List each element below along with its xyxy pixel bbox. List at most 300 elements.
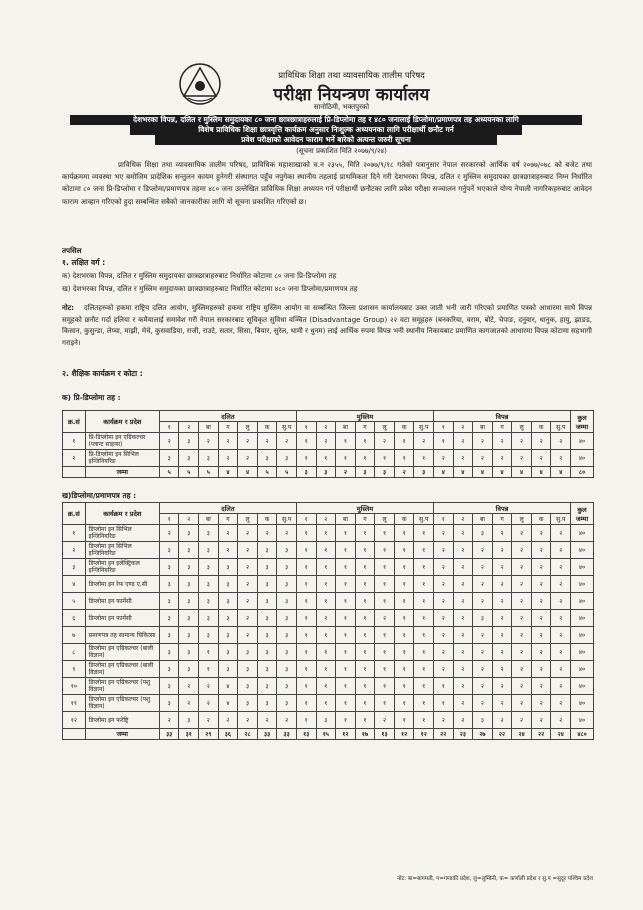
- cell-sn: ५: [63, 593, 86, 610]
- cell-quota: १: [414, 610, 434, 627]
- province-header: २: [453, 514, 473, 525]
- cell-total: ४०: [571, 593, 594, 610]
- cell-quota: १: [336, 695, 356, 712]
- cell-quota: १: [434, 695, 454, 712]
- cell-quota: ३: [159, 627, 179, 644]
- cell-quota: ३: [179, 610, 199, 627]
- cell-quota-total: ५: [257, 467, 277, 478]
- cell-quota-total: ५: [179, 467, 199, 478]
- cell-quota: २: [473, 678, 493, 695]
- cell-quota: २: [434, 542, 454, 559]
- cell-quota-total: २२: [531, 729, 551, 740]
- banner-line-3: प्रवेश परीक्षाको आवेदन फाराम भर्ने बारेको अत्यन्त जरुरी सूचना: [155, 135, 497, 145]
- cell-quota: २: [473, 433, 493, 450]
- cell-quota: १: [316, 542, 336, 559]
- cell-quota: २: [551, 525, 571, 542]
- cell-quota: ३: [179, 644, 199, 661]
- province-header: २: [179, 514, 199, 525]
- cell-quota: १: [394, 712, 414, 729]
- cell-quota: २: [316, 610, 336, 627]
- cell-quota: १: [414, 450, 434, 467]
- cell-quota: २: [531, 695, 551, 712]
- cell-quota: ३: [218, 661, 238, 678]
- cell-quota-total: २२: [492, 729, 512, 740]
- cell-quota: २: [551, 450, 571, 467]
- cell-quota: ३: [218, 627, 238, 644]
- cell-quota-total: ४: [531, 467, 551, 478]
- cell-quota: २: [453, 433, 473, 450]
- cell-quota: ३: [277, 559, 297, 576]
- cell-quota: १: [296, 627, 316, 644]
- cell-quota: २: [277, 433, 297, 450]
- cell-quota: २: [238, 576, 258, 593]
- cell-quota: २: [512, 610, 532, 627]
- cell-quota: २: [551, 433, 571, 450]
- cell-quota: २: [453, 525, 473, 542]
- cell-quota: २: [551, 678, 571, 695]
- cell-quota: २: [434, 712, 454, 729]
- note-text: दलितहरुको हकमा राष्ट्रिय दलित आयोग, मुस्लिमहरुको हकमा राष्ट्रिय मुस्लिम आयोग वा सम्बन्धित जिल्ला प्रशासन कार्यालयबाट उक्त जाती भनी जारी गरिएको प्रमाणित पत्रको आधारमा साथै विपन्न समूहको छनौट गर्दा हलिया र कमैयालाई समावेश गरी नेपाल सरकारबाट सूचिकृत सुविधा वञ्चित (Disadvantage Group) २२ वटा समूहहरु (बनकरिया, वराम, बोटे, चेपाङ, दनुवार, धानुक, हायु, झाङड, किसान, कुसुन्डा, लेप्चा, माझी, मेचे, कुसवाडिया, राजी, राउटे, सतार, सिसा, बियार, सुरेल, थामी र धुनम) लाई आर्थिक रुपमा विपन्न भनी स्थानीय निकायबाट प्रमाणित कागजातको आधारमा विपन्न कोटामा सहभागी गराइने।: [62, 304, 592, 347]
- cell-program: डिप्लोमा इन एग्रिकल्चर (बाली विज्ञान): [85, 644, 159, 661]
- cell-total: ४०: [571, 627, 594, 644]
- province-header: लु: [375, 422, 395, 433]
- cell-quota: २: [492, 661, 512, 678]
- cell-quota: २: [492, 450, 512, 467]
- cell-quota: १: [355, 576, 375, 593]
- cell-quota: १: [336, 593, 356, 610]
- banner-line-1: देशभरका विपन्न, दलित र मुस्लिम समुदायका ८० जना छात्रछात्राहरुलाई प्रि-डिप्लोमा तह र ४८० जनालाई डिप्लोमा/प्रमाणपत्र तह अध्ययनका लागि: [70, 115, 582, 125]
- cell-quota: २: [473, 644, 493, 661]
- cell-quota: १: [316, 627, 336, 644]
- province-header: ग: [218, 422, 238, 433]
- cell-quota: ३: [277, 576, 297, 593]
- province-header: क: [531, 514, 551, 525]
- cell-quota: १: [296, 712, 316, 729]
- table-row: [63, 627, 594, 644]
- cell-quota: १: [296, 433, 316, 450]
- cell-quota: ३: [159, 542, 179, 559]
- province-header: लु: [375, 514, 395, 525]
- cell-quota: १: [414, 661, 434, 678]
- cell-quota-total: १५: [316, 729, 336, 740]
- province-header: लु: [512, 422, 532, 433]
- cell-quota: १: [316, 661, 336, 678]
- cell-quota: २: [434, 627, 454, 644]
- cell-quota: १: [394, 661, 414, 678]
- cell-quota: १: [375, 559, 395, 576]
- col-sn-header: क्र.सं: [63, 411, 86, 433]
- cell-quota: २: [453, 712, 473, 729]
- table-row: [63, 661, 594, 678]
- cell-quota-total: २४: [551, 729, 571, 740]
- province-header: सु.प: [277, 422, 297, 433]
- cell-quota: २: [434, 525, 454, 542]
- cell-quota: २: [277, 712, 297, 729]
- cell-quota: २: [473, 627, 493, 644]
- cell-quota: १: [414, 678, 434, 695]
- cell-sn: ११: [63, 695, 86, 712]
- cell-quota: ३: [218, 610, 238, 627]
- table-row: [63, 450, 594, 467]
- cell-program: डिप्लोमा इन एग्रिकल्चर (पशु विज्ञान): [85, 678, 159, 695]
- col-muslim-header: मुस्लिम: [296, 411, 433, 422]
- tapsil-heading: तपसिल: [62, 246, 82, 255]
- table-total-row: [63, 729, 594, 740]
- table-row: [63, 559, 594, 576]
- cell-sn: ६: [63, 610, 86, 627]
- cell-quota: ३: [473, 610, 493, 627]
- cell-quota: १: [394, 559, 414, 576]
- province-header: १: [434, 422, 454, 433]
- cell-quota-total: १२: [336, 729, 356, 740]
- cell-quota-total: ५: [199, 467, 219, 478]
- cell-quota: २: [159, 433, 179, 450]
- cell-quota: ३: [257, 695, 277, 712]
- cell-quota: १: [434, 433, 454, 450]
- cell-quota: २: [238, 627, 258, 644]
- cell-total: ४०: [571, 678, 594, 695]
- cell-quota: ३: [159, 559, 179, 576]
- province-header: लु: [512, 514, 532, 525]
- cell-quota: १: [414, 627, 434, 644]
- cell-quota: १: [355, 525, 375, 542]
- cell-quota: २: [551, 627, 571, 644]
- cell-quota: २: [238, 610, 258, 627]
- cell-quota: २: [473, 542, 493, 559]
- cell-quota: २: [159, 712, 179, 729]
- cell-total: ४०: [571, 559, 594, 576]
- cell-quota: ३: [179, 542, 199, 559]
- cell-quota: १: [296, 610, 316, 627]
- cell-sn: ७: [63, 627, 86, 644]
- cell-quota: २: [218, 433, 238, 450]
- cell-quota: ३: [179, 576, 199, 593]
- cell-quota: २: [551, 644, 571, 661]
- cell-quota: २: [531, 525, 551, 542]
- table-row: [63, 576, 594, 593]
- note-paragraph: [62, 303, 592, 349]
- council-name: प्राविधिक शिक्षा तथा व्यावसायिक तालीम परिषद: [278, 71, 425, 81]
- cell-quota: १: [355, 542, 375, 559]
- cell-quota: ३: [159, 695, 179, 712]
- table-row: [63, 644, 594, 661]
- cell-quota: २: [531, 627, 551, 644]
- province-header: बा: [199, 514, 219, 525]
- cell-quota-total: ४: [512, 467, 532, 478]
- province-header: सु.प: [414, 514, 434, 525]
- cell-sn: १०: [63, 678, 86, 695]
- cell-quota: २: [473, 593, 493, 610]
- province-header: २: [316, 514, 336, 525]
- table-diploma: [62, 502, 594, 740]
- cell-quota: १: [375, 695, 395, 712]
- published-date: (सूचना प्रकाशित मिति २०७७/९/२४): [296, 147, 387, 155]
- cell-quota: ३: [199, 593, 219, 610]
- cell-quota: १: [394, 678, 414, 695]
- cell-program: डिप्लोमा इन इलेक्ट्रिकल इन्जिनियरिङ: [85, 559, 159, 576]
- cell-quota: २: [512, 542, 532, 559]
- cell-quota: १: [336, 433, 356, 450]
- section-1-heading: १. लक्षित वर्ग :: [62, 258, 106, 267]
- cell-quota: २: [434, 610, 454, 627]
- cell-quota: १: [434, 678, 454, 695]
- cell-quota: ३: [179, 712, 199, 729]
- cell-quota: ३: [277, 450, 297, 467]
- cell-total: ४०: [571, 576, 594, 593]
- cell-quota: २: [453, 661, 473, 678]
- province-header: बा: [336, 514, 356, 525]
- cell-quota-total: २: [394, 467, 414, 478]
- cell-quota: १: [355, 695, 375, 712]
- cell-quota: २: [492, 559, 512, 576]
- cell-quota: २: [473, 559, 493, 576]
- cell-quota: १: [375, 450, 395, 467]
- cell-quota: ३: [199, 627, 219, 644]
- cell-quota: ३: [179, 450, 199, 467]
- cell-quota: १: [414, 644, 434, 661]
- cell-quota: १: [336, 450, 356, 467]
- cell-quota: २: [512, 450, 532, 467]
- cell-quota: २: [492, 644, 512, 661]
- section-1a: क) देशभरका विपन्न, दलित र मुस्लिम समुदायका छात्रछात्राहरुबाट निर्धारित कोटामा ८० जना प्रि-डिप्लोमा तह: [62, 271, 337, 280]
- province-header: क: [531, 422, 551, 433]
- cell-quota: १: [296, 593, 316, 610]
- cell-quota: २: [473, 661, 493, 678]
- cell-program: प्रि-डिप्लोमा इन एग्रिकल्चर (प्लान्ट साइन्स): [85, 433, 159, 450]
- cell-quota: १: [394, 525, 414, 542]
- cell-quota: २: [473, 450, 493, 467]
- cell-program: डिप्लोमा इन फार्मेसी: [85, 593, 159, 610]
- cell-quota-total: २२: [434, 729, 454, 740]
- cell-quota: २: [453, 678, 473, 695]
- cell-quota-total: ३३: [159, 729, 179, 740]
- province-header: ग: [355, 422, 375, 433]
- cell-total-label: जम्मा: [85, 729, 159, 740]
- cell-quota-total: ४: [551, 467, 571, 478]
- cell-quota: ३: [199, 450, 219, 467]
- cell-quota-total: १३: [296, 729, 316, 740]
- cell-quota: २: [492, 542, 512, 559]
- cell-quota-total: ३: [355, 467, 375, 478]
- cell-quota: ३: [159, 678, 179, 695]
- cell-total: ४०: [571, 712, 594, 729]
- cell-quota: २: [238, 559, 258, 576]
- cell-quota: १: [316, 450, 336, 467]
- cell-quota: ३: [179, 661, 199, 678]
- cell-quota: १: [355, 661, 375, 678]
- cell-quota: ३: [179, 525, 199, 542]
- cell-program: प्रमाणपत्र तह सामान्य चिकित्सा: [85, 627, 159, 644]
- cell-quota: २: [531, 433, 551, 450]
- province-header: बा: [199, 422, 219, 433]
- cell-quota: १: [336, 610, 356, 627]
- cell-quota: १: [375, 542, 395, 559]
- cell-quota: १: [199, 661, 219, 678]
- cell-quota: २: [414, 433, 434, 450]
- cell-quota: १: [394, 542, 414, 559]
- cell-quota: २: [551, 576, 571, 593]
- cell-quota: २: [453, 627, 473, 644]
- cell-quota: २: [551, 610, 571, 627]
- cell-program: डिप्लोमा इन फार्मेसी: [85, 610, 159, 627]
- cell-quota: ३: [179, 593, 199, 610]
- cell-quota: १: [336, 712, 356, 729]
- cell-quota: २: [551, 542, 571, 559]
- cell-quota: ३: [199, 576, 219, 593]
- cell-quota: ३: [238, 695, 258, 712]
- cell-quota: २: [512, 525, 532, 542]
- table-row: [63, 593, 594, 610]
- cell-quota: २: [531, 678, 551, 695]
- cell-quota: २: [218, 525, 238, 542]
- table-total-row: [63, 467, 594, 478]
- table-row: [63, 542, 594, 559]
- cell-quota: ३: [277, 610, 297, 627]
- cell-quota: २: [238, 450, 258, 467]
- cell-quota: १: [355, 559, 375, 576]
- cell-quota-total: ३६: [218, 729, 238, 740]
- cell-quota: ३: [257, 559, 277, 576]
- cell-quota: २: [531, 450, 551, 467]
- cell-quota: २: [316, 433, 336, 450]
- cell-quota-total: ५: [277, 467, 297, 478]
- cell-quota: २: [492, 576, 512, 593]
- cell-quota: २: [375, 433, 395, 450]
- cell-quota-total: ४: [434, 467, 454, 478]
- cell-quota: २: [453, 450, 473, 467]
- cell-quota-total: ३१: [179, 729, 199, 740]
- cell-quota: १: [394, 576, 414, 593]
- cell-sn: ९: [63, 661, 86, 678]
- cell-quota: २: [434, 644, 454, 661]
- col-dalit-header: दलित: [159, 411, 296, 422]
- province-header: बा: [336, 422, 356, 433]
- cell-quota: १: [375, 576, 395, 593]
- table-row: [63, 610, 594, 627]
- cell-quota: ३: [257, 542, 277, 559]
- cell-quota: १: [316, 593, 336, 610]
- cell-quota: २: [551, 661, 571, 678]
- cell-quota: २: [512, 433, 532, 450]
- cell-program: डिप्लोमा इन एग्रिकल्चर (बाली विज्ञान): [85, 661, 159, 678]
- cell-quota: २: [218, 712, 238, 729]
- cell-quota: १: [199, 644, 219, 661]
- cell-quota: २: [257, 712, 277, 729]
- cell-quota: २: [453, 610, 473, 627]
- cell-quota-total: २: [336, 467, 356, 478]
- cell-quota: ३: [257, 644, 277, 661]
- cell-quota-total: २४: [512, 729, 532, 740]
- cell-quota: ३: [257, 450, 277, 467]
- cell-quota-total: ३: [316, 467, 336, 478]
- cell-quota: १: [375, 525, 395, 542]
- cell-quota: २: [434, 576, 454, 593]
- cell-quota: १: [414, 712, 434, 729]
- cell-sn-empty: [63, 729, 86, 740]
- cell-quota: १: [316, 695, 336, 712]
- cell-grand-total: ४८०: [571, 729, 594, 740]
- col-muslim-header: मुस्लिम: [296, 503, 433, 514]
- cell-quota: १: [355, 610, 375, 627]
- cell-quota: १: [336, 559, 356, 576]
- province-header: क: [257, 422, 277, 433]
- cell-quota-total: ३: [375, 467, 395, 478]
- cell-quota-total: ३३: [277, 729, 297, 740]
- province-header: सु.प: [551, 514, 571, 525]
- province-header: क: [394, 514, 414, 525]
- cell-quota: २: [434, 661, 454, 678]
- cell-quota: ३: [159, 450, 179, 467]
- cell-total-label: जम्मा: [85, 467, 159, 478]
- cell-quota: ३: [199, 525, 219, 542]
- col-total-header: कुल जम्मा: [571, 411, 594, 433]
- banner-line-2: विशेष प्राविधिक शिक्षा छात्रवृत्ति कार्यक्रम अनुसार निःशुल्क अध्ययनका लागि परीक्षार्थी छनौट गर्न: [130, 125, 522, 135]
- cell-quota: १: [394, 644, 414, 661]
- cell-quota: ३: [218, 559, 238, 576]
- province-footnote: नोट: बा=बागमती, ग=गण्डकी प्रदेश, लु=लुम्बिनी, क= कर्णाली प्रदेश र सु.प =सुदूर पश्चिम प्रदेश: [397, 876, 593, 882]
- cell-quota-total: २८: [238, 729, 258, 740]
- cell-quota: १: [296, 525, 316, 542]
- cell-total: ४०: [571, 450, 594, 467]
- cell-quota: २: [434, 593, 454, 610]
- section-1b: ख) देशभरका विपन्न, दलित र मुस्लिम समुदायका छात्रछात्राहरुबाट निर्धारित कोटामा ४८० जना डिप्लोमा/प्रमाणपत्र तह: [62, 284, 358, 293]
- cell-quota: १: [316, 525, 336, 542]
- cell-quota: ३: [277, 644, 297, 661]
- cell-quota: ३: [179, 627, 199, 644]
- cell-total: ४०: [571, 644, 594, 661]
- cell-quota-total: ३: [414, 467, 434, 478]
- cell-total: ४०: [571, 542, 594, 559]
- cell-quota: २: [179, 695, 199, 712]
- cell-quota: १: [375, 661, 395, 678]
- cell-quota: १: [394, 610, 414, 627]
- cell-program: डिप्लोमा इन एग्रिकल्चर (पशु विज्ञान): [85, 695, 159, 712]
- cell-quota-total: ५: [159, 467, 179, 478]
- col-program-header: कार्यक्रम र प्रदेश: [85, 411, 159, 433]
- province-header: क: [394, 422, 414, 433]
- cell-quota-total: १२: [394, 729, 414, 740]
- cell-quota: २: [512, 559, 532, 576]
- cell-quota-total: ३: [296, 467, 316, 478]
- cell-quota-total: ४: [238, 467, 258, 478]
- cell-quota: ३: [473, 525, 493, 542]
- cell-total: ४०: [571, 695, 594, 712]
- cell-quota-total: २३: [453, 729, 473, 740]
- cell-sn: २: [63, 542, 86, 559]
- cell-quota: २: [531, 661, 551, 678]
- cell-quota: २: [238, 525, 258, 542]
- cell-quota: ३: [218, 644, 238, 661]
- cell-quota: १: [316, 678, 336, 695]
- cell-quota: ३: [238, 661, 258, 678]
- cell-quota: १: [375, 678, 395, 695]
- cell-quota: २: [238, 712, 258, 729]
- cell-quota: १: [296, 695, 316, 712]
- table-pre-diploma: [62, 410, 594, 478]
- cell-quota: २: [492, 627, 512, 644]
- cell-quota: २: [531, 559, 551, 576]
- cell-quota: २: [199, 678, 219, 695]
- cell-quota: १: [394, 695, 414, 712]
- cell-quota: ३: [257, 661, 277, 678]
- province-header: ग: [492, 514, 512, 525]
- cell-quota: १: [296, 542, 316, 559]
- cell-quota: २: [238, 433, 258, 450]
- intro-paragraph: प्राविधिक शिक्षा तथा व्यावसायिक तालीम परिषद, प्राविधिक महाशाखाको च.न २३५५, मिति २०७७/९/१८ गतेको पत्रानुसार नेपाल सरकारको आर्थिक वर्ष २०७७/०७८ को बजेट तथा कार्यक्रममा व्यवस्था भए बमोजिम प्रादेशिक सन्तुलन कायम हुनेगरी संस्थागत पहुँच नपुगेका स्थानीय तहलाई प्राथमिकता दिने गरी देशभरका विपन्न, दलित र मुस्लिम समुदायका छात्रछात्राहरुबाट निम्न निर्धारित कोटामा ८० जना प्रि-डिप्लोमा र डिप्लोमा/प्रमाणपत्र तहमा ४८० जना उल्लेखित प्राविधिक शिक्षा अध्ययन गर्न परीक्षार्थी छनौटका लागि प्रवेश परीक्षा सञ्चालन गर्नुपर्ने भएकाले योग्य नेपाली नागरिकहरुबाट आवेदन फाराम आव्हान गरिएको हुदा सम्बन्धित सबैको जानकारीका लागि यो सूचना प्रकाशित गरिएको छ।: [62, 160, 592, 206]
- cell-quota: ३: [159, 661, 179, 678]
- cell-quota: १: [336, 661, 356, 678]
- cell-quota: १: [316, 576, 336, 593]
